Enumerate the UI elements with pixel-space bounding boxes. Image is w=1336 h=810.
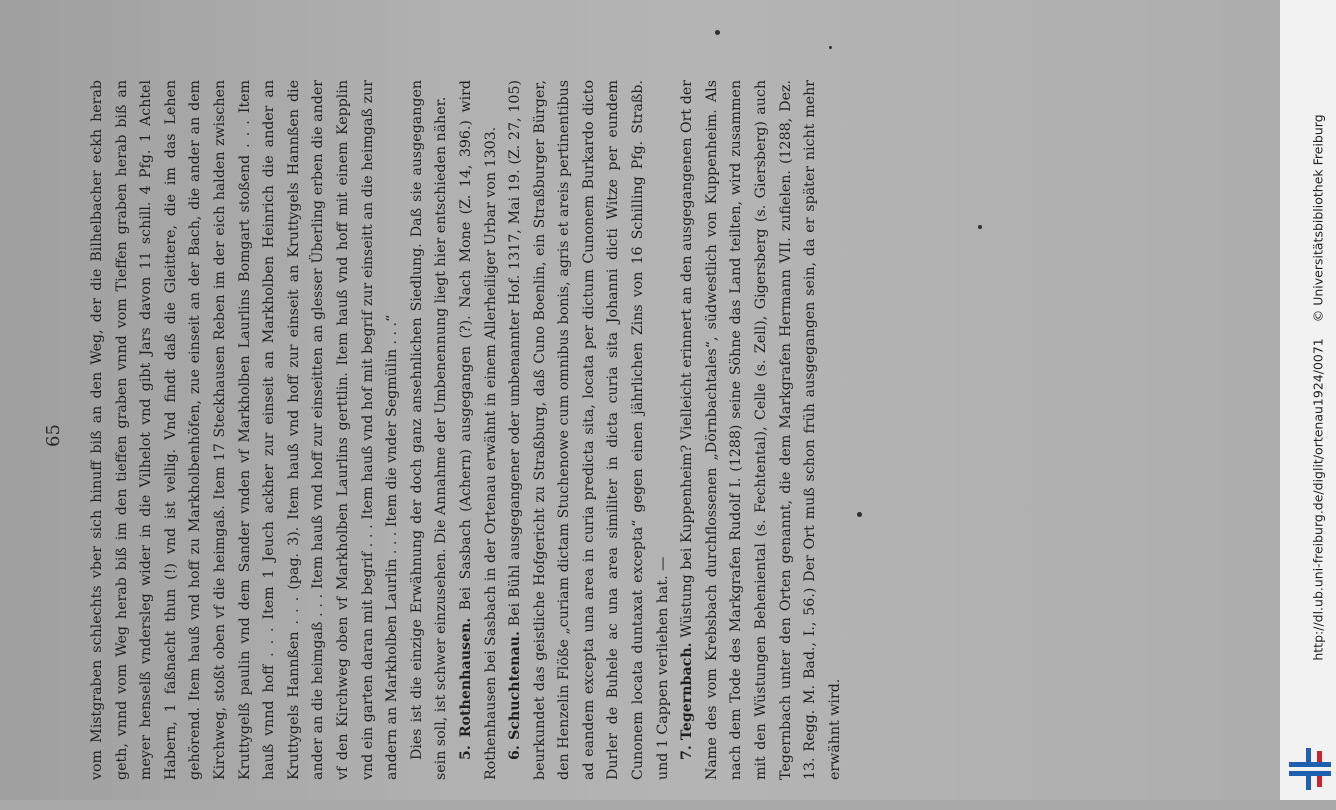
page-paragraph bbox=[405, 80, 454, 780]
scan-speck bbox=[829, 46, 832, 49]
page-text-rotated bbox=[85, 80, 847, 780]
page-paragraph bbox=[503, 80, 675, 780]
page-paragraph bbox=[675, 80, 847, 780]
scan-speck bbox=[715, 30, 720, 35]
source-url-link[interactable]: http://dl.ub.uni-freiburg.de/diglit/ortenau1924/0071 bbox=[1310, 338, 1326, 661]
page-number: 65 bbox=[42, 424, 64, 447]
section-heading: 5. Rothenhausen. bbox=[457, 617, 474, 760]
paragraph-text: Dies ist die einzige Erwähnung der doch ganz ansehnlichen Siedlung. Daß sie ausgegangen sein soll, ist schwer einzusehen. Die Annahme der Umbenennung liegt hier entschieden näher. bbox=[408, 80, 450, 780]
sidebar-credit bbox=[1311, 38, 1326, 738]
page-body bbox=[85, 79, 843, 810]
section-heading: 7. Tegernbach. bbox=[679, 642, 696, 760]
paragraph-text: vom Mistgraben schlechts vber sich hinuff biß an den Weg, der die Bilhelbacher eckh herab geth, vnnd vom Weg herab biß im den tieffen graben vnnd vom Tieffen graben herab biß an meyer henselß vndersleg wider in die Vilhelot vnd gibt Jars davon 11 schill. 4 Pfg. 1 Achtel Habern, 1 faßnacht thun (!) vnd ist vellig. Vnd findt daß die Gleittere, die im das Lehen gehörend. Item hauß vnd hoff zu Markholbenhöfen, zue einseit an der Bach, die ander an dem Kirchweg, stoßt oben vf die heimgaß. Item 17 Steckhausen Reben im der eich halden zwischen Kruttygelß paulin vnd dem Sander vnden vf Markholben Laurlins Bomgart stoßend . . . Item hauß vnnd hoff . . . Item 1 Jeuch ackher zur einseit an Markholben Heinrich die ander an Kruttygels Hannßen . . . (pag. 3). Item hauß vnd hoff zur einseit an Kruttygels Hannßen die ander an die heimgaß . . . Item hauß vnd hoff zur einseitten an glesser Überling erben die ander vf den Kirchweg oben vf Markholben Laurlins gerttlin. Item hauß vnd hoff mit einem Kepplin vnd ein garten daran mit begrif . . . Item hauß vnd hof mit begrif zur einseitt an die heimgaß zur andern an Markholben Laurlin . . . Item die vnder Segmülin . . .“ bbox=[89, 80, 401, 780]
scan-speck bbox=[857, 512, 862, 517]
viewer-sidebar bbox=[1280, 0, 1336, 800]
university-library-logo-icon[interactable] bbox=[1289, 748, 1331, 790]
paragraph-text: Wüstung bei Kuppenheim? Vielleicht erinnert an den ausgegangenen Ort der Name des vom Krebsbach durchflossenen „Dörnbachtales“, südwestlich von Kuppenheim. Als nach dem Tode des Markgrafen Rudolf I. (1288) seine Söhne das Land teilten, wird zusammen mit den Wüstungen Beheniental (s. Fechtental), Celle (s. Zell), Gigersberg (s. Giersberg) auch Tegernbach unter den Orten genannt, die dem Markgrafen Hermann VII. zufielen. (1288, Dez. 13. Regg. M. Bad., I., 56.) Der Ort muß schon früh ausgegangen sein, da er später nicht mehr erwähnt wird. bbox=[679, 79, 843, 780]
copyright-notice: © Universitätsbibliothek Freiburg bbox=[1310, 114, 1326, 323]
page-paragraph bbox=[454, 80, 503, 780]
paragraph-text: Bei Bühl ausgegangener oder umbenannter Hof. 1317, Mai 19. (Z. 27, 105) beurkundet das geistliche Hofgericht zu Straßburg, daß Cuno Boenlin, ein Straßburger Bürger, den Henzelin Flöße „curiam dictam Stuchenowe cum omnibus bonis, agris et areis pertinentibus ad eandem excepta una area in curia predicta sita, locata per dictum Cunonem Burkardo dicto Durler de Buhele ac una area similiter in dicta curia sita Johanni dicti Witze per eundem Cunonem locata duntaxat excepta“ gegen einen jährlichen Zins von 16 Schilling Pfg. Straßb. und 1 Cappen verliehen hat. — bbox=[507, 79, 671, 780]
paragraph-text: Bei Sasbach (Achern) ausgegangen (?). Nach Mone (Z. 14, 396.) wird Rothenhausen bei Sasbach in der Ortenau erwähnt in einem Allerheiliger Urbar von 1303. bbox=[457, 80, 499, 780]
page-paragraph bbox=[85, 80, 405, 780]
section-heading: 6. Schuchtenau. bbox=[507, 631, 524, 760]
scan-speck bbox=[978, 225, 982, 229]
